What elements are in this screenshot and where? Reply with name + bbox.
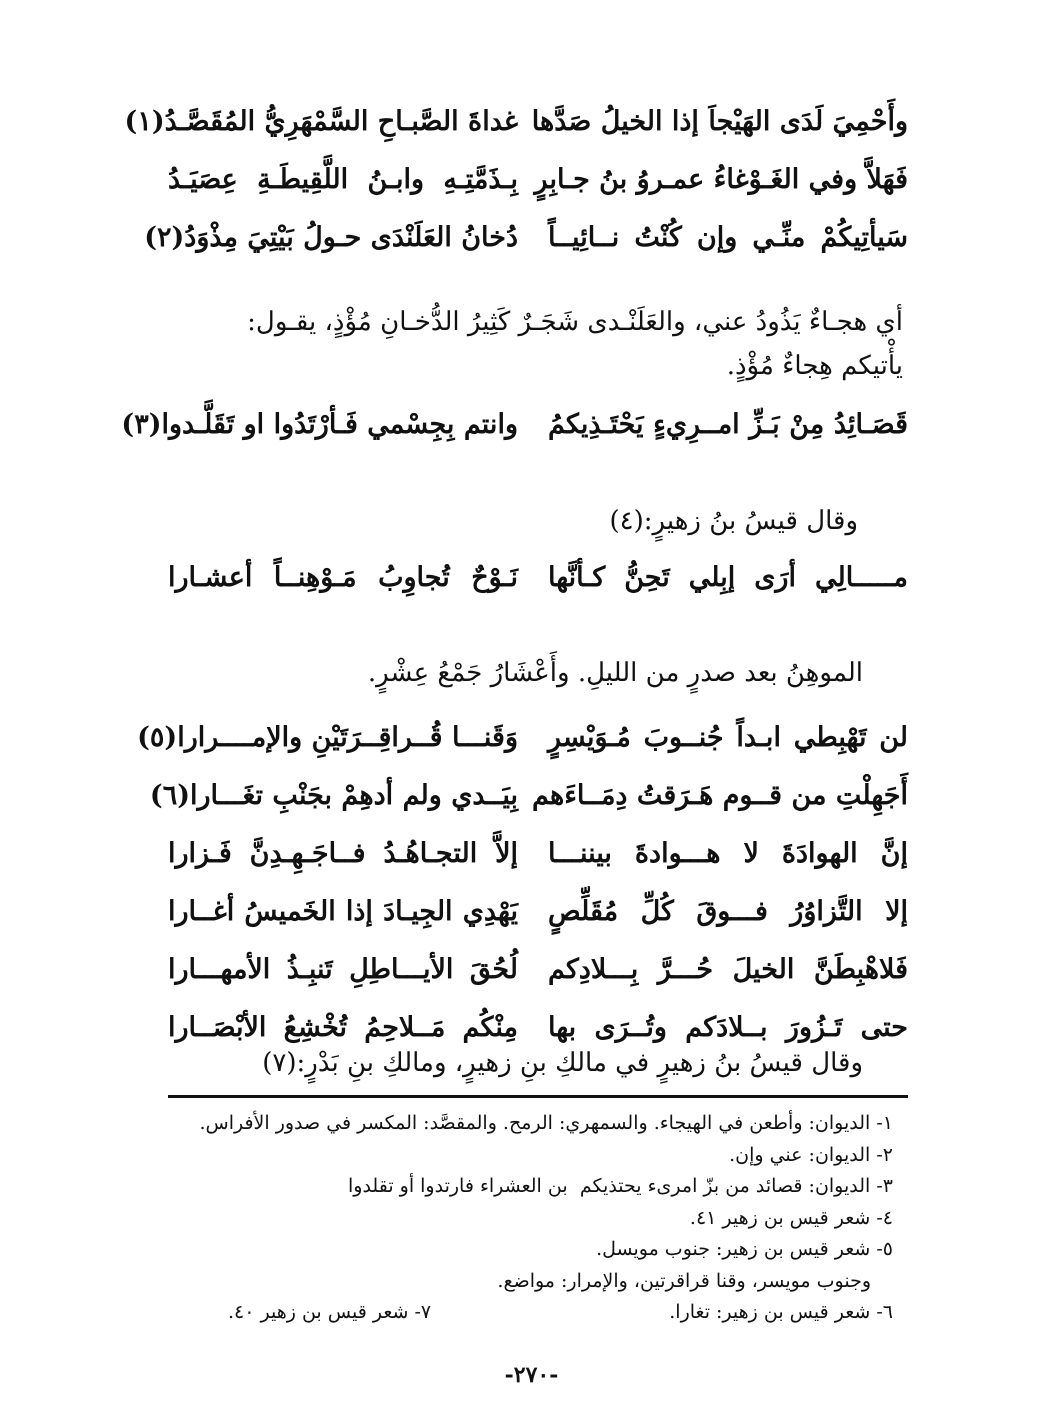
verse-first-hemistich: فَلاهْبِطَنَّ الخيلَ حُـــرَّ بِـــلادِكم xyxy=(548,953,908,985)
verse-group-1 xyxy=(124,92,908,266)
footnote-part: ٣- الديوان: قصائد من بزّ امرىء يحتذيكم xyxy=(579,1175,893,1197)
verse-line xyxy=(137,708,908,766)
footnote-continuation: وجنوب مويسر، وقنا قراقرتين، والإمرار: مواضع. xyxy=(497,1269,871,1292)
verse-line xyxy=(168,824,908,882)
verse-second-hemistich: بِـذَمَّتِـهِ وابـنُ اللَّقِيطَـةِ عِصَيَـدُ xyxy=(168,163,518,195)
verse-line xyxy=(121,395,908,453)
footnotes xyxy=(173,1108,893,1329)
gloss-paragraph: الموهِنُ بعد صدرٍ من الليلِ. وأَعْشَارُ جَمْعُ عِشْرٍ. xyxy=(367,658,863,688)
verse-first-hemistich: قَصَـائِدُ مِنْ بَـزِّ امــرِيءٍ يَحْتَـذِيكمُ xyxy=(548,408,908,440)
verse-first-hemistich: سَيأتِيكُمْ منِّـي وإن كُنْتُ نــائِيــاً xyxy=(548,221,908,253)
verse-line xyxy=(149,766,908,824)
footnote: ١- الديوان: وأطعن في الهيجاء. والسمهري: الرمح. والمقصَّد: المكسر في صدور الأفراس. xyxy=(199,1112,893,1134)
gloss-line: أي هجـاءٌ يَذُودُ عني، والعَلَنْـدى شَجَـرٌ كَثِيرُ الدُّخـانِ مُؤْذٍ، يقـول: xyxy=(247,307,903,337)
verse-first-hemistich: إلا التَّزاوُرُ فـــوقَ كُلِّ مُقَلِّصٍ xyxy=(548,895,908,927)
verse-first-hemistich: حتى تَـزُورَ بــلادَكم وتُــرَى بها xyxy=(548,1011,908,1043)
verse-first-hemistich: لن تَهْبِطي ابـداً جُنــوبَ مُـوَيْسِرٍ xyxy=(548,721,908,753)
gloss-line: يأْتيكم هِجاءٌ مُؤْذٍ. xyxy=(726,351,903,381)
poem-intro: وقال قيسُ بنُ زهيرٍ في مالكِ بنِ زهيرٍ، ومالكِ بنِ بَدْرٍ:(٧) xyxy=(262,1048,863,1078)
verse-line xyxy=(168,150,908,208)
verse-second-hemistich: نَـوْحٌ تُجاوِبُ مَـوْهِنــاً أعشـارا xyxy=(168,561,518,593)
footnote-part: بن العشراء فارتدوا أو تقلدوا xyxy=(348,1175,568,1197)
verse-first-hemistich: وأَحْمِيَ لَدَى الهَيْجاَ إذا الخيلُ صَدَّها xyxy=(531,105,908,137)
verse-second-hemistich: إلاَّ التجـاهُـدُ فــاجَـهِـدِنَّ فَـزارا xyxy=(168,837,518,869)
verse-second-hemistich: يَهْدِي الجِيـادَ إذا الخَميسُ أغــارا xyxy=(168,895,518,927)
gloss-paragraph xyxy=(168,300,903,388)
footnote xyxy=(173,1171,893,1203)
verse-first-hemistich: أَجَهِلْتِ من قــوم هَـرَقتُ دِمَــاءَهم xyxy=(532,779,908,811)
verse-second-hemistich: وانتم بِجِسْمي فَـأرْتَدُوا او تَقَلَّـدوا(٣) xyxy=(121,408,518,440)
verse-first-hemistich: مـــــالِي أرَى إبِلي تَحِنُّ كـأنَّها xyxy=(548,561,908,593)
poem-intro: وقال قيسُ بنُ زهيرٍ:(٤) xyxy=(609,506,858,536)
page-number: -٢٧٠- xyxy=(504,1362,559,1388)
verse-line xyxy=(168,548,908,606)
verse-line xyxy=(124,92,908,150)
verse-line xyxy=(144,208,908,266)
footnote: ٤- شعر قيس بن زهير ٤١. xyxy=(689,1206,893,1229)
verse-line xyxy=(168,882,908,940)
footnote-part: ٦- شعر قيس بن زهير: تغارا. xyxy=(669,1301,893,1323)
verse-second-hemistich: بِيَــدي ولم أدهِمْ بجَنْبِ تغَـــارا(٦) xyxy=(149,779,518,811)
footnote: ٢- الديوان: عني وإن. xyxy=(729,1143,893,1166)
verse-second-hemistich: دُخانُ العَلَنْدَى حـولُ بَيْتِيَ مِذْوَدُ(٢) xyxy=(144,221,518,253)
verse-second-hemistich: وَقَنـــا قُــراقِــرَتَيْنِ والإمــــرارا(٥) xyxy=(137,721,518,753)
verse-second-hemistich: غداةَ الصَّبـاحِ السَّمْهَرِيُّ المُقَصَّـدُ(١) xyxy=(124,105,518,137)
verse-second-hemistich: لُحُقَ الأيـــاطِلِ تَنبِـذُ الأمهـــارا xyxy=(168,953,518,985)
footnote xyxy=(173,1297,893,1329)
verse-first-hemistich: فَهَلاَّ وفي الغَـوْغاءُ عمـروُ بنُ جـابِرٍ xyxy=(534,163,908,195)
footnote-part: ٧- شعر قيس بن زهير ٤٠. xyxy=(228,1301,432,1323)
verse-second-hemistich: مِنْكُم مَــلاحِمُ تُخْشِعُ الأبْصَــارا xyxy=(168,1011,518,1043)
verse-group-3 xyxy=(168,548,908,606)
footnote: ٥- شعر قيس بن زهير: جنوب مويسل. xyxy=(596,1238,893,1260)
verse-group-2 xyxy=(121,395,908,453)
verse-group-4 xyxy=(137,708,908,1056)
footnote-divider xyxy=(168,1095,908,1098)
verse-first-hemistich: إنَّ الهوادَةَ لا هـــوادةَ بيننـــا xyxy=(548,837,908,869)
verse-line xyxy=(168,940,908,998)
